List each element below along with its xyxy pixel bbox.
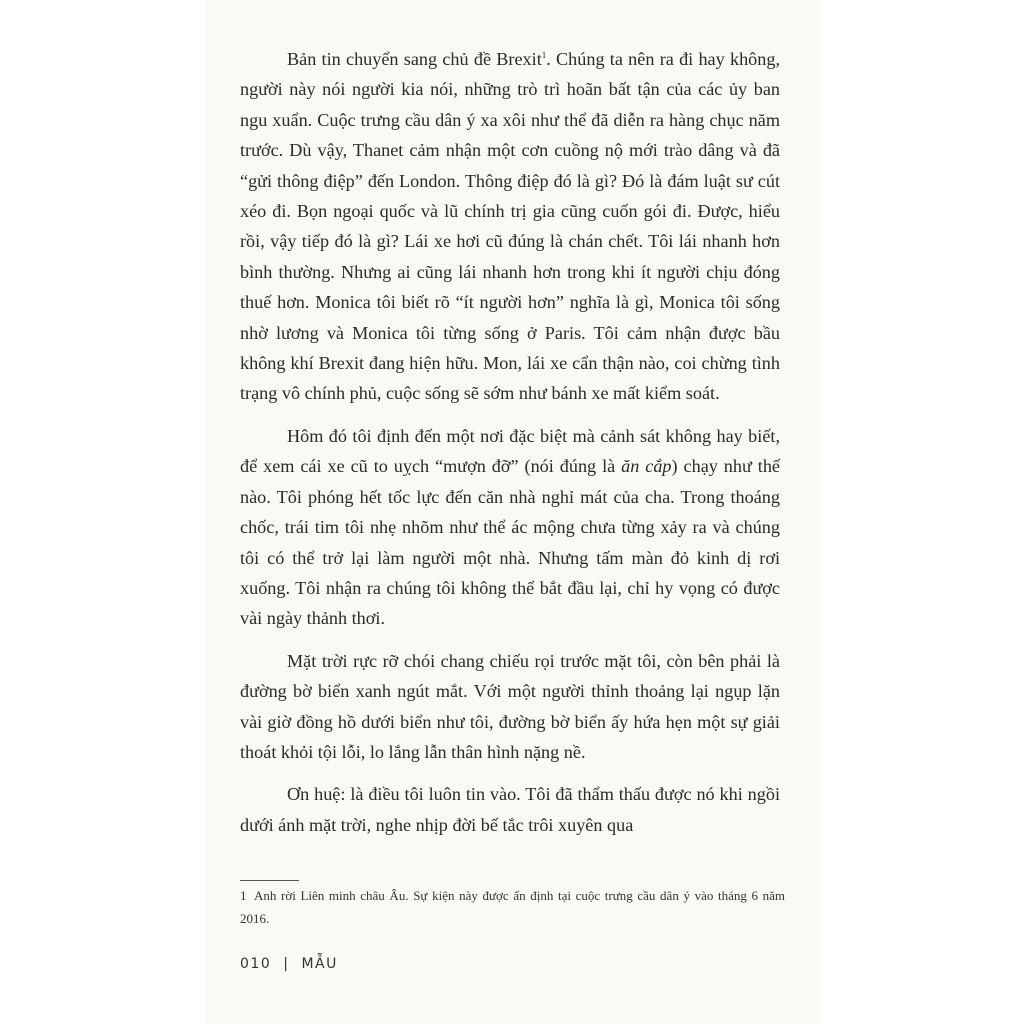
paragraph-4: Ơn huệ: là điều tôi luôn tin vào. Tôi đã thẩm thấu được nó khi ngồi dưới ánh mặt trời, nghe nhịp đời bế tắc trôi xuyên qua [240,784,780,835]
footnote-number: 1 [240,888,247,903]
paragraph-3: Mặt trời rực rỡ chói chang chiếu rọi trước mặt tôi, còn bên phải là đường bờ biển xanh ngút mắt. Với một người thỉnh thoảng lại ngụp lặn vài giờ đồng hồ dưới biển như tôi, đường bờ biển ấy hứa hẹn một sự giải thoát khỏi tội lỗi, lo lắng lẫn thân hình nặng nề. [240,650,780,762]
book-title: MẪU [301,956,338,972]
paragraph-1-text-b: . Chúng ta nên ra đi hay không, người này nói người kia nói, những trò trì hoãn bất tận của các ủy ban ngu xuẩn. Cuộc trưng cầu dân ý xa xôi như thể đã diễn ra hàng chục năm trước. Dù vậy, Thanet cảm nhận một cơn cuồng nộ mới trào dâng và đã “gửi thông điệp” đến London. Thông điệp đó là gì? Đó là đám luật sư cút xéo đi. Bọn ngoại quốc và lũ chính trị gia cũng cuốn gói đi. Được, hiểu rồi, vậy tiếp đó là gì? Lái xe hơi cũ đúng là chán chết. Tôi lái nhanh hơn bình thường. Nhưng ai cũng lái nhanh hơn trong khi ít người chịu đóng thuế hơn. Monica tôi biết rõ “ít người hơn” nghĩa là gì, Monica tôi sống nhờ lương và Monica tôi từng sống ở Paris. Tôi cảm nhận được bầu không khí Brexit đang hiện hữu. Mon, lái xe cẩn thận nào, coi chừng tình trạng vô chính phủ, cuộc sống sẽ sớm như bánh xe mất kiểm soát. [240,49,780,404]
paragraph-2-text-a: Hôm đó tôi định đến một nơi đặc biệt mà cảnh sát không hay biết, để xem cái xe cũ to uỵch “mượn đỡ” (nói đúng là [240,425,780,477]
footer-separator: | [283,956,290,972]
body-text [240,44,780,852]
footnote [240,884,785,930]
paragraph-2-text-b: ) chạy như thế nào. Tôi phóng hết tốc lực đến căn nhà nghỉ mát của cha. Trong thoáng chốc, trái tim tôi nhẹ nhõm như thể ác mộng chưa từng xảy ra và chúng tôi có thể trở lại làm người một nhà. Nhưng tấm màn đỏ kinh dị rơi xuống. Tôi nhận ra chúng tôi không thể bắt đầu lại, chỉ hy vọng có được vài ngày thảnh thơi. [240,456,780,629]
paragraph-2 [240,421,780,634]
page-number: 010 [240,956,272,972]
footnote-reference: 1 [541,49,547,60]
footnote-divider [240,880,299,881]
paragraph-2-emphasis: ăn cắp [621,456,672,477]
running-footer [240,956,338,972]
paragraph-1 [240,44,780,409]
paragraph-1-text-a: Bản tin chuyển sang chủ đề Brexit [287,49,542,69]
footnote-text: Anh rời Liên minh châu Âu. Sự kiện này được ấn định tại cuộc trưng cầu dân ý vào tháng 6 năm 2016. [240,888,785,926]
